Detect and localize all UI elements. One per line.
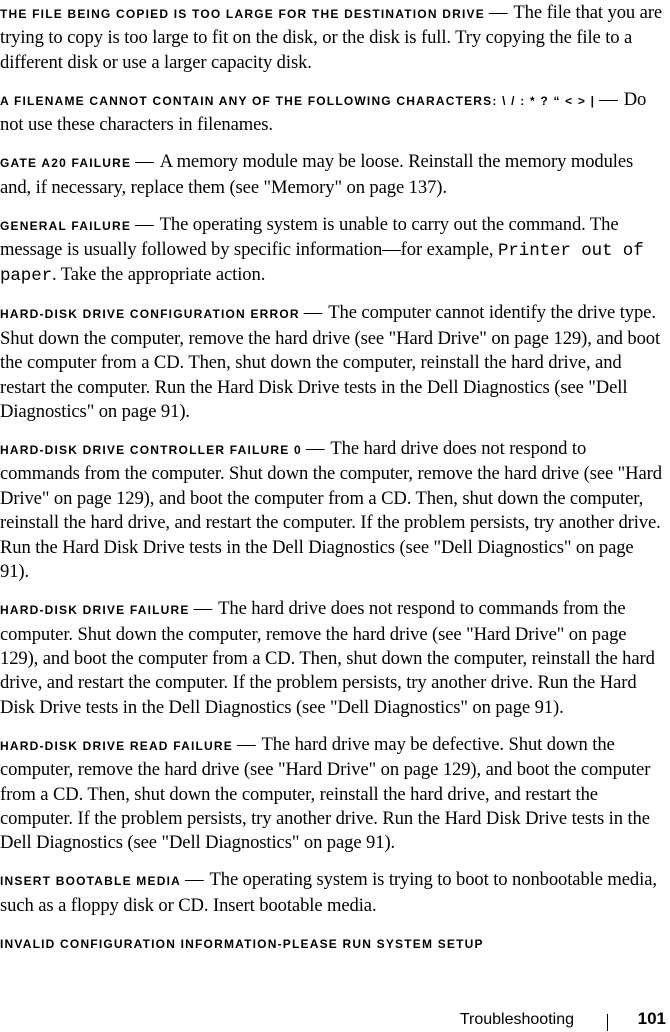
message-description: The file that you are trying to copy is too large to fit on the disk, or the disk is full. Try copying the file to a different disk or use a larger capacity disk. (0, 2, 663, 73)
message-description: The operating system is trying to boot to nonbootable media, such as a floppy disk or CD. Insert bootable media. (0, 869, 657, 916)
em-dash: — (599, 88, 618, 110)
em-dash: — (305, 438, 325, 460)
message-term: A FILENAME CANNOT CONTAIN ANY OF THE FOLLOWING CHARACTERS: \ / : * ? “ < > | (0, 93, 596, 108)
page-footer (0, 1008, 670, 1032)
message-entry (0, 597, 666, 720)
footer-section-title: Troubleshooting (459, 1011, 574, 1028)
message-description: The computer cannot identify the drive type. Shut down the computer, remove the hard drive (see "Hard Drive" on page 129), and boot the computer from a CD. Then, shut down the computer, reinstall the hard drive, and restart the computer. Run the Hard Disk Drive tests in the Dell Diagnostics (see "Dell Diagnostics" on page 91). (0, 302, 661, 423)
message-term: THE FILE BEING COPIED IS TOO LARGE FOR THE DESTINATION DRIVE (0, 7, 485, 21)
message-entry (0, 301, 666, 424)
message-term: HARD-DISK DRIVE READ FAILURE (0, 738, 233, 753)
example-message-code: Printer out of paper (0, 241, 644, 287)
message-entry (0, 733, 666, 856)
message-term: HARD-DISK DRIVE FAILURE (0, 603, 190, 618)
message-entry (0, 150, 666, 200)
message-entry (0, 88, 666, 138)
message-term: INSERT BOOTABLE MEDIA (0, 874, 181, 889)
footer-divider (607, 1014, 608, 1031)
message-entry (0, 213, 666, 289)
message-entry (0, 1, 666, 75)
em-dash: — (135, 213, 154, 235)
message-description: The hard drive does not respond to commands from the computer. Shut down the computer, remove the hard drive (see "Hard Drive" on page 129), and boot the computer from a CD. Then, shut down the computer, reinstall the hard drive, and restart the computer. If the problem persists, try another drive. Run the Hard Disk Drive tests in the Dell Diagnostics (see "Dell Diagnostics" on page 91). (0, 598, 655, 718)
message-entry (0, 437, 666, 584)
em-dash: — (184, 869, 204, 891)
message-term: INVALID CONFIGURATION INFORMATION-PLEASE RUN SYSTEM SETUP (0, 936, 484, 951)
message-description: A memory module may be loose. Reinstall the memory modules and, if necessary, replace them (see "Memory" on page 137). (0, 151, 634, 198)
message-list (0, 1, 666, 969)
message-term: HARD-DISK DRIVE CONTROLLER FAILURE 0 (0, 443, 302, 458)
message-description-end: . Take the appropriate action. (52, 264, 266, 286)
message-term: HARD-DISK DRIVE CONFIGURATION ERROR (0, 307, 300, 322)
message-description: Do not use these characters in filenames. (0, 88, 647, 136)
message-entry (0, 931, 666, 956)
message-description: The hard drive may be defective. Shut down the computer, remove the hard drive (see "Hard Drive" on page 129), and boot the computer from a CD. Then, shut down the computer, reinstall the hard drive, and restart the computer. If the problem persists, try another drive. Run the Hard Disk Drive tests in the Dell Diagnostics (see "Dell Diagnostics" on page 91). (0, 733, 651, 854)
em-dash: — (488, 2, 508, 23)
message-description: The hard drive does not respond to commands from the computer. Shut down the computer, remove the hard drive (see "Hard Drive" on page 129), and boot the computer from a CD. Then, shut down the computer, reinstall the hard drive, and restart the computer. If the problem persists, try another drive. Run the Hard Disk Drive tests in the Dell Diagnostics (see "Dell Diagnostics" on page 91). (0, 438, 662, 583)
em-dash: — (303, 302, 323, 324)
em-dash: — (135, 151, 154, 173)
message-description: The operating system is unable to carry out the command. The message is usually followed by specific information—for example, (0, 213, 619, 261)
message-entry (0, 868, 666, 918)
em-dash: — (193, 598, 213, 620)
message-term: GATE A20 FAILURE (0, 156, 132, 171)
em-dash: — (236, 733, 256, 755)
page-number: 101 (637, 1009, 666, 1028)
message-term: GENERAL FAILURE (0, 218, 132, 233)
